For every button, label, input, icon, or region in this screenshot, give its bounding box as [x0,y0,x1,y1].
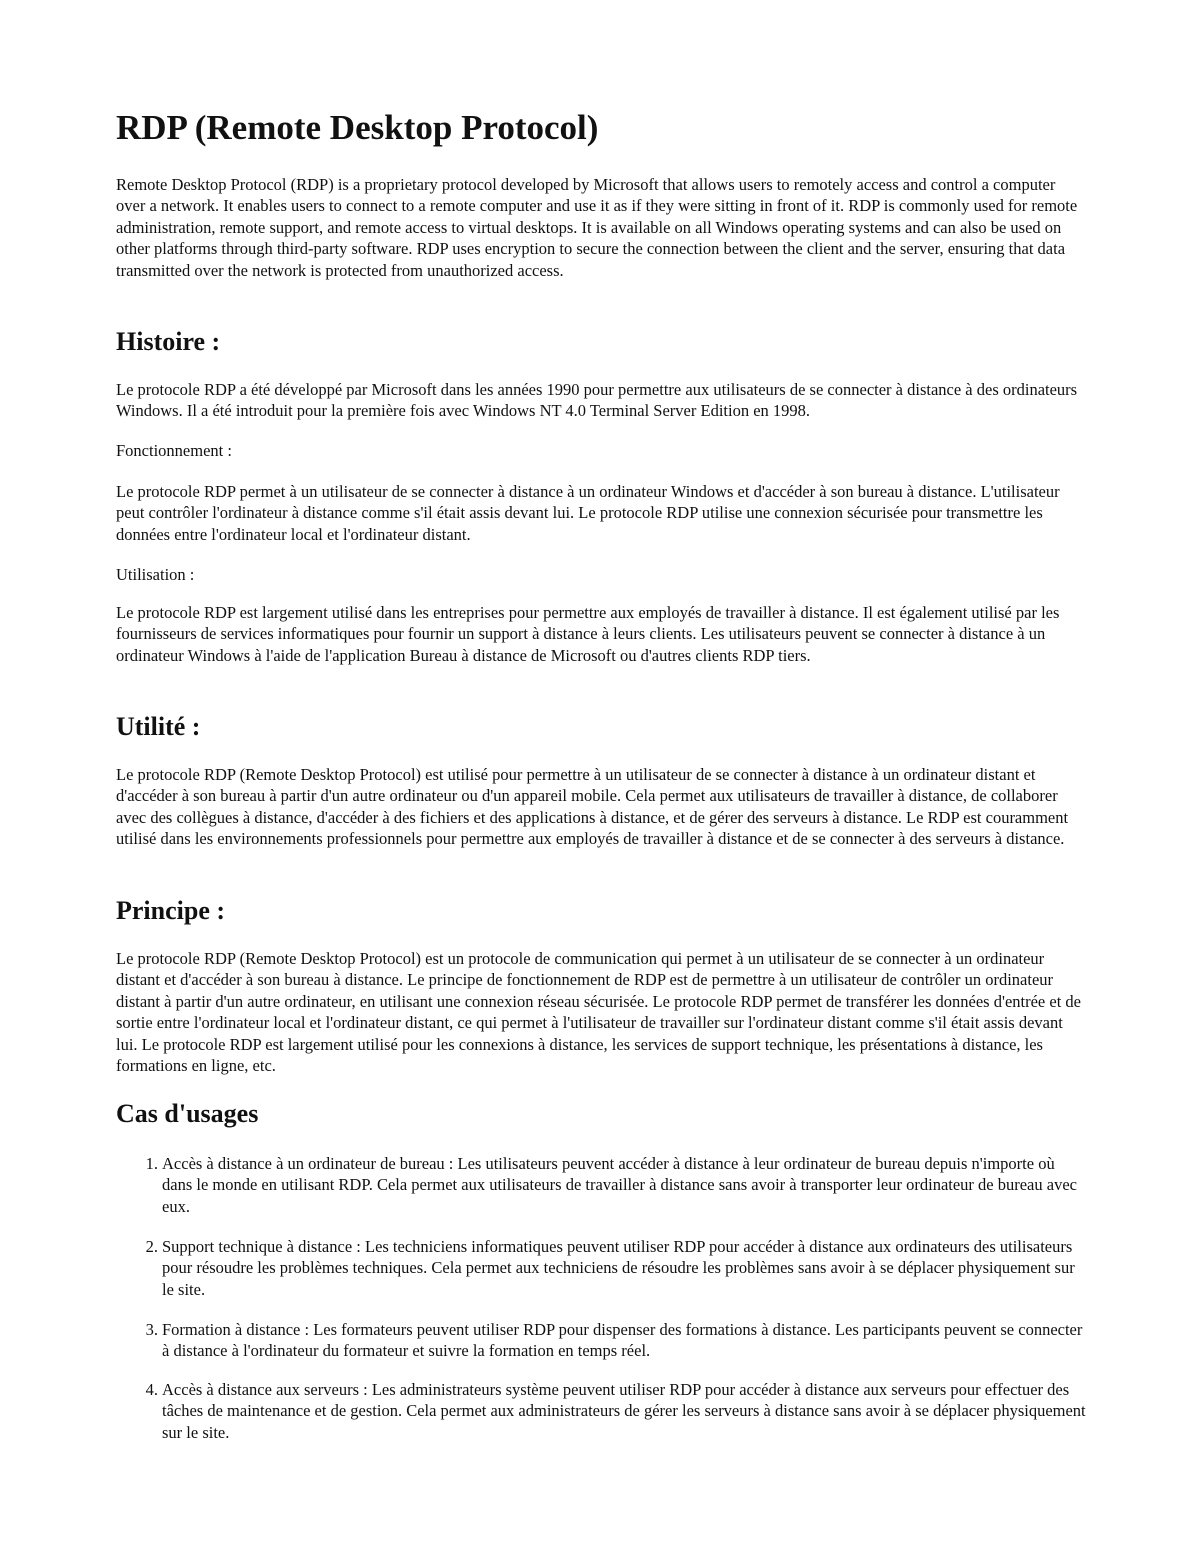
utilite-paragraph: Le protocole RDP (Remote Desktop Protocol) est utilisé pour permettre à un utilisateur de se connecter à distance à un ordinateur distant et d'accéder à son bureau à partir d'un autre ordinateur ou d'un appareil mobile. Cela permet aux utilisateurs de travailler à distance, de collaborer avec des collègues à distance, d'accéder à des fichiers et des applications à distance, et de gérer des serveurs à distance. Le RDP est couramment utilisé dans les environnements professionnels pour permettre aux employés de travailler à distance et de se connecter à des serveurs à distance. [116,765,1069,849]
list-item-text: Accès à distance aux serveurs : Les administrateurs système peuvent utiliser RDP pour accéder à distance aux serveurs pour effectuer des tâches de maintenance et de gestion. Cela permet aux administrateurs de gérer les serveurs à distance sans avoir à se déplacer physiquement sur le site. [162,1380,1086,1442]
heading-principe: Principe : [116,896,226,925]
list-item-text: Formation à distance : Les formateurs peuvent utiliser RDP pour dispenser des formations à distance. Les participants peuvent se connecter à distance à l'ordinateur du formateur et suivre la formation en temps réel. [162,1320,1083,1361]
list-item-text: Accès à distance à un ordinateur de bureau : Les utilisateurs peuvent accéder à distance à leur ordinateur de bureau depuis n'importe où dans le monde en utilisant RDP. Cela permet aux utilisateurs de travailler à distance sans avoir à transporter leur ordinateur de bureau avec eux. [162,1154,1077,1216]
fonctionnement-paragraph: Le protocole RDP permet à un utilisateur de se connecter à distance à un ordinateur Windows et d'accéder à son bureau à distance. L'utilisateur peut contrôler l'ordinateur à distance comme s'il était assis devant lui. Le protocole RDP utilise une connexion sécurisée pour transmettre les données entre l'ordinateur local et l'ordinateur distant. [116,482,1060,544]
list-item-number: 2. [145,1237,158,1256]
list-item-text: Support technique à distance : Les techniciens informatiques peuvent utiliser RDP pour accéder à distance aux ordinateurs des utilisateurs pour résoudre les problèmes techniques. Cela permet aux techniciens de résoudre les problèmes sans avoir à se déplacer physiquement sur le site. [162,1237,1075,1299]
list-item-number: 4. [145,1380,158,1399]
heading-utilite: Utilité : [116,712,201,741]
list-item-number: 3. [145,1320,158,1339]
utilisation-label: Utilisation : [116,565,195,584]
intro-paragraph: Remote Desktop Protocol (RDP) is a proprietary protocol developed by Microsoft that allows users to remotely access and control a computer over a network. It enables users to connect to a remote computer and use it as if they were sitting in front of it. RDP is commonly used for remote administration, remote support, and remote access to virtual desktops. It is available on all Windows operating systems and can also be used on other platforms through third-party software. RDP uses encryption to secure the connection between the client and the server, ensuring that data transmitted over the network is protected from unauthorized access. [116,175,1078,280]
heading-histoire: Histoire : [116,327,221,356]
principe-paragraph: Le protocole RDP (Remote Desktop Protocol) est un protocole de communication qui permet à un utilisateur de se connecter à un ordinateur distant et d'accéder à son bureau à distance. Le principe de fonctionnement de RDP est de permettre à un utilisateur de contrôler un ordinateur distant à partir d'un autre ordinateur, en utilisant une connexion réseau sécurisée. Le protocole RDP permet de transférer les données d'entrée et de sortie entre l'ordinateur local et l'ordinateur distant, ce qui permet à l'utilisateur de travailler sur l'ordinateur distant comme s'il était assis devant lui. Le protocole RDP est largement utilisé pour les connexions à distance, les services de support technique, les présentations à distance, les formations en ligne, etc. [116,949,1081,1076]
fonctionnement-label: Fonctionnement : [116,441,232,460]
list-item-number: 1. [145,1154,158,1173]
heading-cas-usages: Cas d'usages [116,1099,259,1128]
histoire-paragraph: Le protocole RDP a été développé par Microsoft dans les années 1990 pour permettre aux utilisateurs de se connecter à distance à des ordinateurs Windows. Il a été introduit pour la première fois avec Windows NT 4.0 Terminal Server Edition en 1998. [116,380,1078,421]
page-title: RDP (Remote Desktop Protocol) [116,108,599,147]
utilisation-paragraph: Le protocole RDP est largement utilisé dans les entreprises pour permettre aux employés de travailler à distance. Il est également utilisé par les fournisseurs de services informatiques pour fournir un support à distance à leurs clients. Les utilisateurs peuvent se connecter à distance à un ordinateur Windows à l'aide de l'application Bureau à distance de Microsoft ou d'autres clients RDP tiers. [116,603,1060,665]
